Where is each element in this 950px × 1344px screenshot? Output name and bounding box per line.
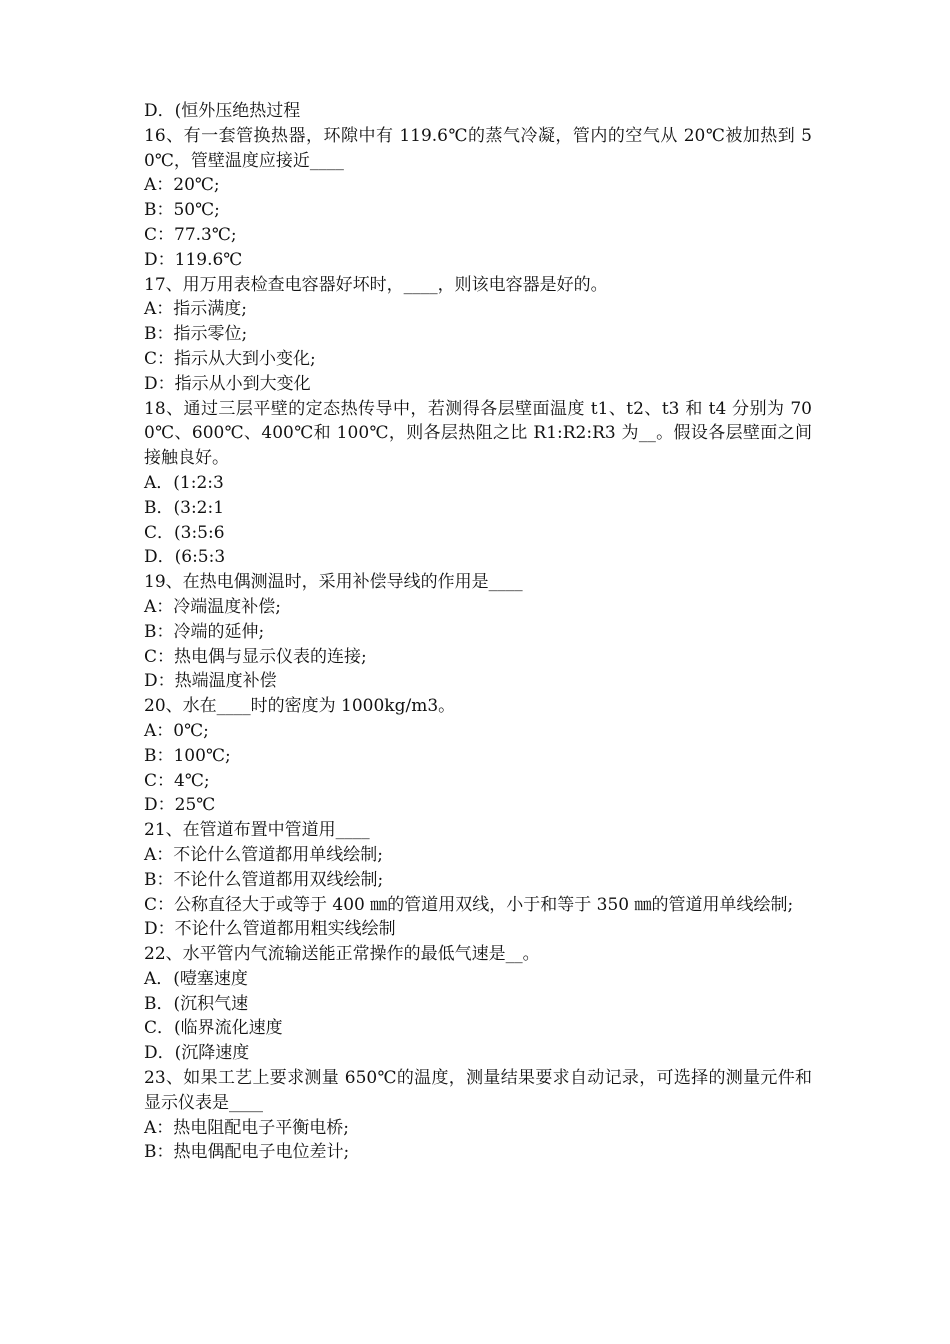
question-text: 21、在管道布置中管道用____ [144,820,370,841]
option-text: C．(3:5:6 [144,522,225,543]
option-text: B：100℃; [144,745,231,766]
option-text: D．(沉降速度 [144,1043,250,1064]
option-text: D：热端温度补偿 [144,671,277,692]
option-text: C：热电偶与显示仪表的连接; [144,646,367,667]
option-text: B．(3:2:1 [144,497,225,518]
option-text: A：不论什么管道都用单线绘制; [144,844,384,865]
option-text: D：25℃ [144,795,216,816]
option-text: C：公称直径大于或等于 400 ㎜的管道用双线，小于和等于 350 ㎜的管道用单线绘制; [144,894,794,915]
question-text: 19、在热电偶测温时，采用补偿导线的作用是____ [144,572,523,593]
option-text: D：119.6℃ [144,249,243,270]
option-text: B：指示零位; [144,324,248,345]
option-text: A：20℃; [144,175,220,196]
document-body [144,99,812,1165]
option-text: C：4℃; [144,770,210,791]
option-text: A．(1:2:3 [144,472,224,493]
question-text: 17、用万用表检查电容器好坏时，____，则该电容器是好的。 [144,274,608,295]
question-text: 20、水在____时的密度为 1000kg/m3。 [144,696,456,717]
option-text: B：50℃; [144,200,220,221]
question-text: 16、有一套管换热器，环隙中有 119.6℃的蒸气冷凝，管内的空气从 20℃被加热到 50℃，管壁温度应接近____ [144,125,812,171]
option-text: A：热电阻配电子平衡电桥; [144,1117,350,1138]
option-text: C：77.3℃; [144,224,237,245]
option-text: B：冷端的延伸; [144,621,265,642]
question-text: 23、如果工艺上要求测量 650℃的温度，测量结果要求自动记录，可选择的测量元件和显示仪表是____ [144,1068,812,1113]
option-text: D：不论什么管道都用粗实线绘制 [144,919,396,940]
option-text: A：指示满度; [144,299,248,320]
option-text: A．(噎塞速度 [144,968,248,989]
option-text: D．(恒外压绝热过程 [144,101,301,121]
option-text: A：0℃; [144,720,209,741]
option-text: A：冷端温度补偿; [144,596,282,617]
option-text: C：指示从大到小变化; [144,348,316,369]
option-text: D．(6:5:3 [144,547,226,568]
option-text: D：指示从小到大变化 [144,373,311,394]
option-text: B：不论什么管道都用双线绘制; [144,869,384,890]
option-text: B：热电偶配电子电位差计; [144,1142,350,1163]
option-text: C．(临界流化速度 [144,1018,283,1039]
question-text: 22、水平管内气流输送能正常操作的最低气速是__。 [144,944,540,965]
option-text: B．(沉积气速 [144,993,249,1014]
question-text: 18、通过三层平壁的定态热传导中，若测得各层壁面温度 t1、t2、t3 和 t4 分别为 700℃、600℃、400℃和 100℃，则各层热阻之比 R1:R2:R3 为__。假设各层壁面之间接触良好。 [144,398,812,469]
